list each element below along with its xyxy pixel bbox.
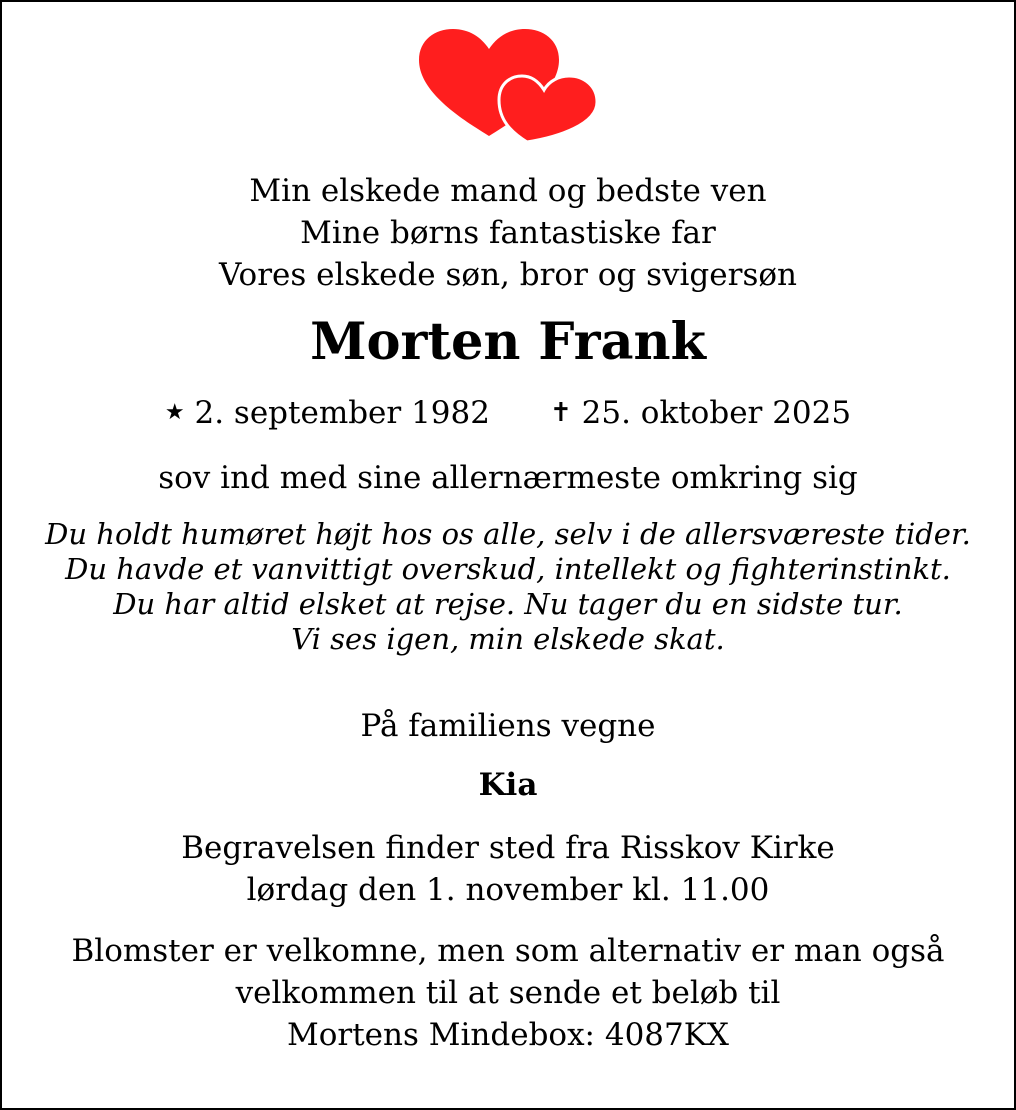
signer-name: Kia	[478, 767, 538, 803]
intro-text	[2, 170, 1014, 296]
on-behalf-text: På familiens vegne	[360, 708, 656, 744]
flowers-line: Blomster er velkomne, men som alternativ er man også	[71, 933, 945, 969]
intro-line: Vores elskede søn, bror og svigersøn	[219, 257, 797, 293]
poem-line: Du havde et vanvittigt overskud, intellekt og fighterinstinkt.	[65, 552, 951, 586]
poem-line: Du holdt humøret højt hos os alle, selv i de allersværeste tider.	[45, 517, 971, 551]
flowers-line: Mortens Mindebox: 4087KX	[287, 1017, 729, 1053]
two-hearts-icon	[407, 24, 607, 149]
cross-icon: ✝	[549, 398, 572, 428]
intro-line: Mine børns fantastiske far	[300, 215, 716, 251]
death-date: 25. oktober 2025	[581, 395, 852, 431]
funeral-line: lørdag den 1. november kl. 11.00	[246, 872, 770, 908]
funeral-info	[2, 827, 1014, 911]
star-icon: ★	[164, 400, 185, 425]
poem	[2, 517, 1014, 657]
birth-date: 2. september 1982	[194, 395, 490, 431]
funeral-line: Begravelsen finder sted fra Risskov Kirke	[181, 830, 835, 866]
poem-line: Vi ses igen, min elskede skat.	[291, 622, 725, 656]
poem-line: Du har altid elsket at rejse. Nu tager du en sidste tur.	[113, 587, 903, 621]
flowers-info	[2, 930, 1014, 1056]
passed-text: sov ind med sine allernærmeste omkring sig	[158, 460, 858, 496]
life-dates	[2, 392, 1014, 434]
deceased-name: Morten Frank	[310, 312, 706, 372]
flowers-line: velkommen til at sende et beløb til	[235, 975, 781, 1011]
intro-line: Min elskede mand og bedste ven	[249, 173, 767, 209]
heart-right-icon	[499, 76, 597, 142]
